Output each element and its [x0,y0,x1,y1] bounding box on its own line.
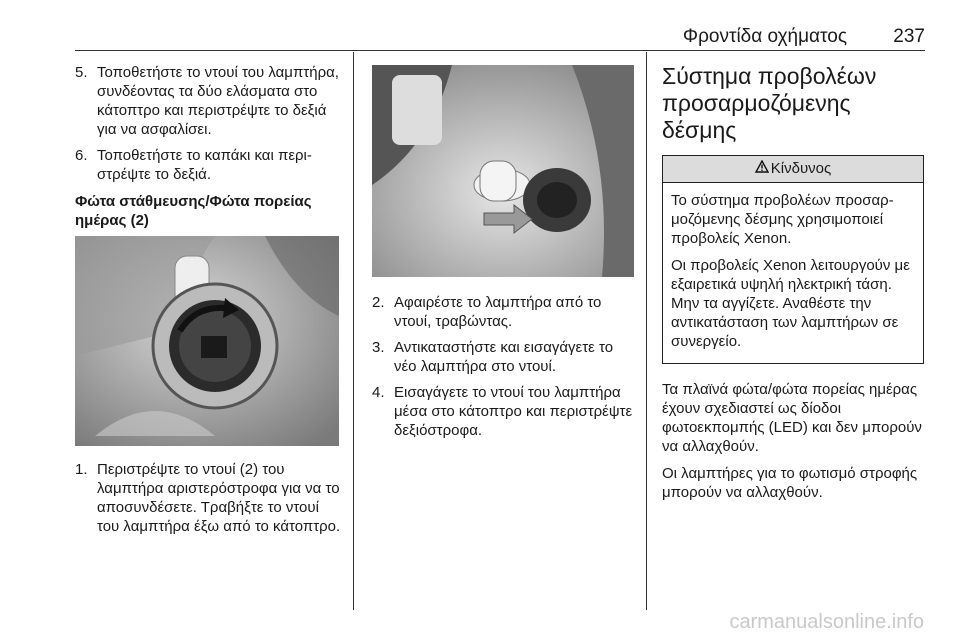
section-title: Φροντίδα οχήματος [682,26,847,47]
page-number: 237 [893,26,925,47]
body-paragraph: Οι λαμπτήρες για το φωτισμό στροφής μπορούν να αλλαχθούν. [662,465,918,501]
column-3 [662,63,924,510]
bulb-removal-illustration [372,65,636,277]
danger-title: Κίνδυνος [770,160,832,177]
bulb-socket-illustration [75,236,339,446]
steps-list-top [75,63,341,184]
header-rule [75,50,925,51]
column-divider-right [646,52,647,610]
steps-list-bottom [75,460,341,536]
list-item: 5. Τοποθετήστε το ντουί του λαμπτήρα, συνδέοντας τα δύο ελάσματα στο κάτοπτρο και περιστρέψτε το δεξιά για να ασφαλίσει. [75,64,339,138]
warning-triangle-icon [755,156,769,182]
danger-header [663,156,923,183]
column-divider-left [353,52,354,610]
danger-paragraph: Οι προβολείς Xenon λειτουργούν με εξαιρετικά υψηλή ηλεκτρική τάση. Μην τα αγγίζετε. Αναθέστε την αντικατάσταση των λαμπτήρων σε συνεργείο. [671,257,910,350]
list-item: 1. Περιστρέψτε το ντουί (2) του λαμπτήρα αριστερόστροφα για να το αποσυνδέσετε. Τραβήξτε το ντουί του λαμπτήρα έξω από το κάτοπτρο. [75,461,341,535]
danger-box [662,155,924,364]
column-2 [372,63,634,447]
subheading: Φώτα στάθμευσης/Φώτα πορείας ημέρας (2) [75,193,312,229]
list-item: 3. Αντικαταστήστε και εισαγάγετε το νέο λαμπτήρα στο ντουί. [372,339,614,375]
column-1 [75,63,341,543]
steps-list [372,293,634,440]
list-item: 2. Αφαιρέστε το λαμπτήρα από το ντουί, τραβώντας. [372,294,602,330]
danger-body [663,183,923,363]
section-heading: Σύστημα προβολέων προσαρμοζόμενης δέσμης [662,63,877,143]
danger-paragraph: Το σύστημα προβολέων προσαρμοζόμενης δέσμης χρησιμοποιεί προβολείς Xenon. [671,192,894,247]
list-item: 4. Εισαγάγετε το ντουί του λαμπτήρα μέσα στο κάτοπτρο και περιστρέψτε δεξιόστροφα. [372,384,633,439]
watermark: carmanualsonline.info [729,611,924,633]
list-item: 6. Τοποθετήστε το καπάκι και περιστρέψτε το δεξιά. [75,147,312,183]
body-paragraph: Τα πλαϊνά φώτα/φώτα πορείας ημέρας έχουν σχεδιαστεί ως δίοδοι φωτοεκπομπής (LED) και δεν μπορούν να αλλαχθούν. [662,381,922,455]
